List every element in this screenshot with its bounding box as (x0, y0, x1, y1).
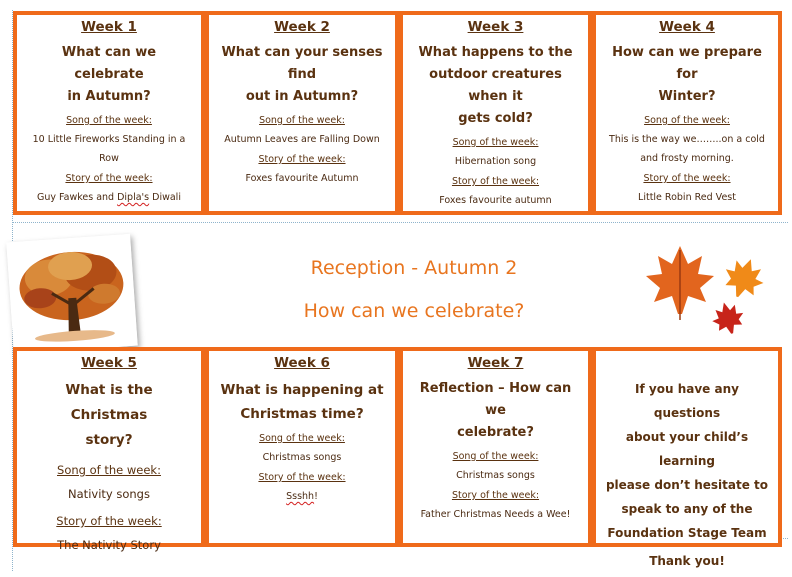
spellcheck-word: Ssshh (286, 491, 315, 502)
week-6-card (205, 347, 399, 547)
week-heading: Week 3 (467, 19, 524, 35)
question-line: What can your senses find (221, 45, 383, 82)
week-heading: Week 6 (274, 355, 330, 371)
story-text: Diwali (149, 192, 181, 203)
story-label: Story of the week: (258, 154, 346, 165)
week-heading: Week 7 (467, 355, 524, 371)
question-line: What can we celebrate (61, 45, 157, 82)
guide-line (12, 222, 788, 223)
song-label: Song of the week: (452, 451, 539, 462)
song-value: Christmas songs (262, 452, 342, 463)
week-question (25, 378, 193, 453)
week-3-card (399, 11, 592, 215)
story-label: Story of the week: (56, 514, 162, 528)
story-value: Little Robin Red Vest (638, 192, 736, 203)
story-value: Foxes favourite Autumn (245, 173, 359, 184)
question-line: out in Autumn? (245, 89, 359, 104)
song-label: Song of the week: (644, 115, 730, 126)
question-line: Christmas time? (240, 406, 364, 422)
story-value (286, 487, 318, 506)
song-label: Song of the week: (57, 463, 161, 477)
week-question (604, 42, 770, 108)
question-line: What is happening at (220, 382, 384, 398)
song-line: and frosty morning. (640, 153, 734, 164)
question-line: story? (85, 432, 133, 448)
contact-card (592, 347, 782, 568)
question-line: What happens to the (418, 45, 573, 60)
page-title: Reception - Autumn 2 (310, 257, 518, 279)
week-5-card (13, 347, 205, 552)
question-line: How can we prepare for (612, 45, 762, 82)
song-value: Autumn Leaves are Falling Down (224, 134, 380, 145)
song-line: Row (99, 153, 119, 164)
week-question (411, 378, 580, 444)
story-label: Story of the week: (451, 490, 540, 501)
spellcheck-word: Dipla's (117, 192, 150, 203)
question-line: Winter? (658, 89, 716, 104)
contact-line: please don’t hesitate to (605, 478, 769, 492)
week-question (25, 42, 193, 108)
week-4-card (592, 11, 782, 215)
song-value (609, 130, 765, 168)
story-value: Father Christmas Needs a Wee! (420, 509, 571, 520)
question-line: gets cold? (458, 111, 533, 126)
page-subtitle: How can we celebrate? (303, 300, 525, 322)
song-value: Nativity songs (68, 487, 150, 501)
contact-line: speak to any of the (621, 502, 753, 516)
maple-leaves-illustration (630, 238, 780, 338)
week-question (217, 42, 387, 108)
story-label: Story of the week: (643, 173, 731, 184)
week-heading: Week 1 (81, 19, 137, 35)
song-label: Song of the week: (66, 115, 152, 126)
story-value: The Nativity Story (57, 538, 161, 552)
contact-line: about your child’s learning (625, 430, 749, 468)
question-line: celebrate? (457, 425, 534, 440)
story-text: ! (314, 491, 318, 502)
story-label: Story of the week: (451, 176, 540, 187)
story-value: Foxes favourite autumn (439, 195, 552, 206)
song-label: Song of the week: (259, 433, 345, 444)
story-value (37, 188, 181, 207)
contact-line: Foundation Stage Team (607, 526, 767, 540)
week-2-card (205, 11, 399, 215)
thanks-text: Thank you! (649, 554, 725, 568)
story-label: Story of the week: (258, 472, 346, 483)
week-heading: Week 4 (659, 19, 715, 35)
song-line: This is the way we……..on a cold (609, 134, 765, 145)
song-value: Hibernation song (454, 156, 537, 167)
week-question (220, 378, 383, 426)
contact-line: If you have any questions (635, 382, 739, 420)
song-label: Song of the week: (452, 137, 539, 148)
story-label: Story of the week: (65, 173, 153, 184)
week-question (411, 42, 580, 130)
autumn-tree-photo (6, 234, 138, 354)
week-7-card (399, 347, 592, 547)
week-heading: Week 2 (274, 19, 330, 35)
question-line: What is the Christmas (65, 382, 153, 423)
song-label: Song of the week: (259, 115, 345, 126)
song-value: Christmas songs (456, 470, 535, 481)
song-value (33, 130, 186, 168)
question-line: Reflection – How can we (419, 381, 572, 418)
question-line: in Autumn? (67, 89, 151, 104)
story-text: Guy Fawkes and (37, 192, 118, 203)
question-line: outdoor creatures when it (429, 67, 562, 104)
week-heading: Week 5 (81, 355, 137, 371)
week-1-card (13, 11, 205, 215)
song-line: 10 Little Fireworks Standing in a (32, 134, 186, 145)
